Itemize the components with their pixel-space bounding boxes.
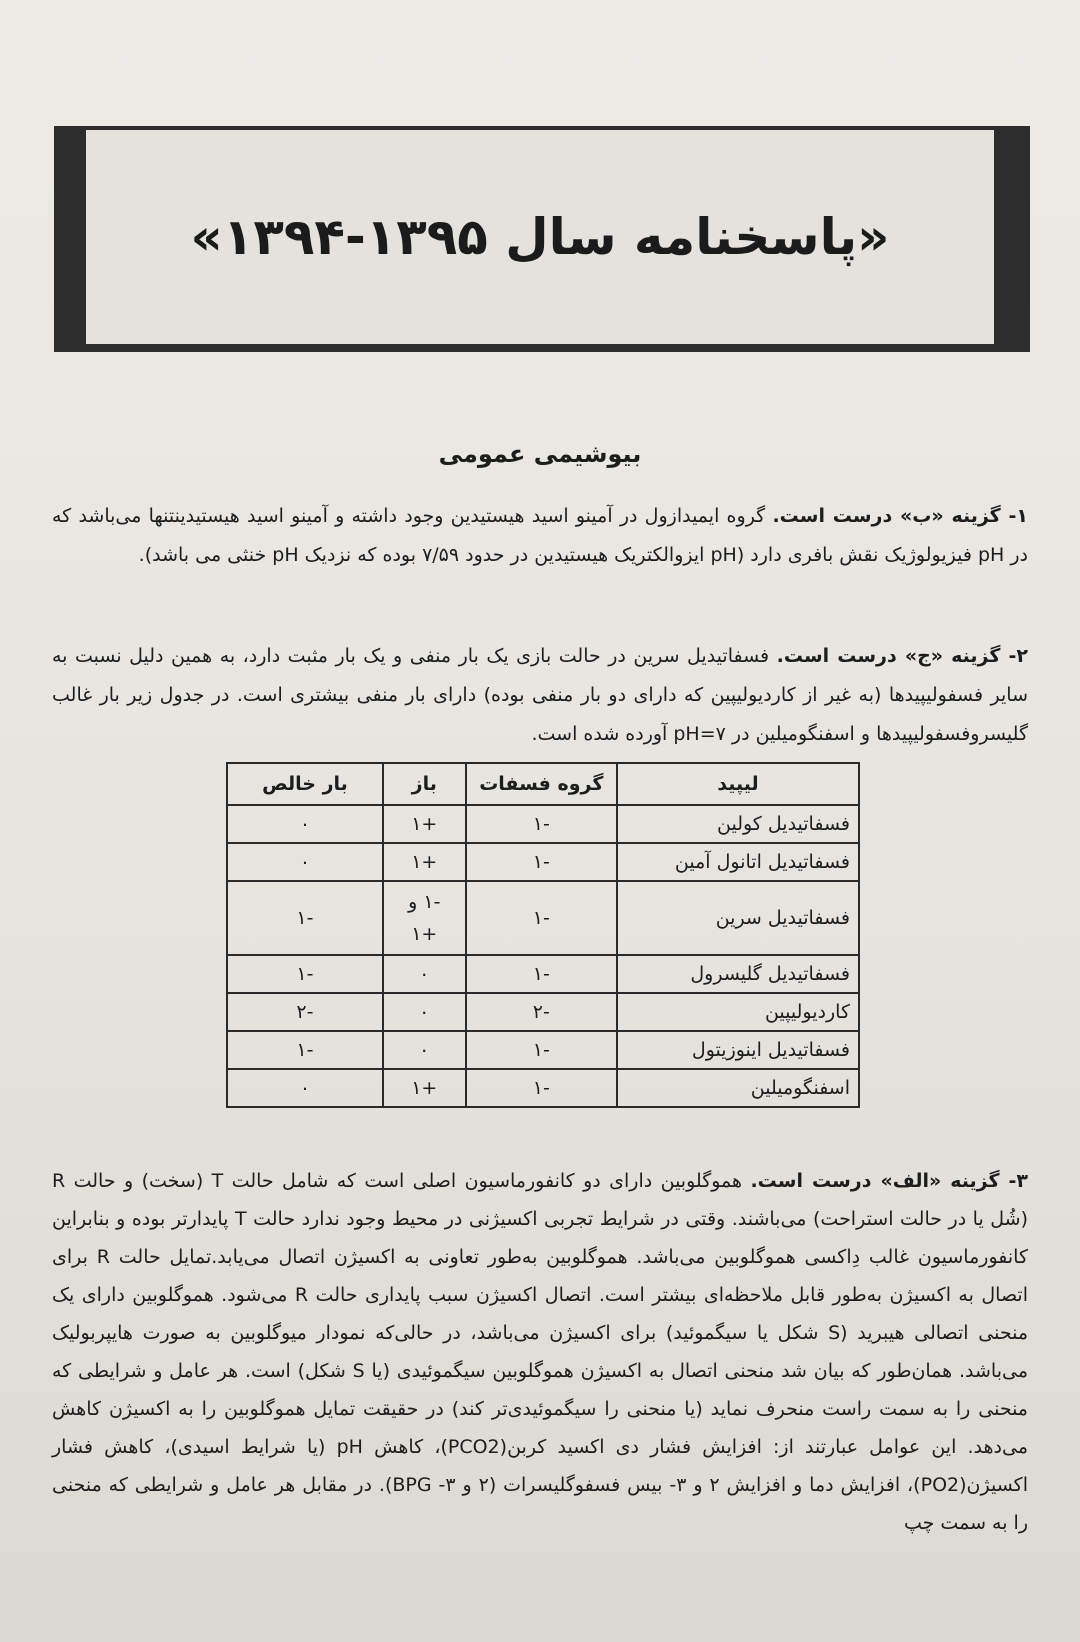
- cell-lipid: کاردیولیپین: [617, 993, 859, 1031]
- cell-phosphate: -۱: [466, 1031, 617, 1069]
- answer-lead-2: ۲- گزینه «ج» درست است.: [776, 645, 1029, 667]
- answer-paragraph-2: [52, 637, 1028, 754]
- cell-base: +۱: [383, 805, 466, 843]
- cell-net: -۲: [227, 993, 383, 1031]
- page-title: «پاسخنامه سال ۱۳۹۵-۱۳۹۴»: [190, 208, 890, 266]
- cell-phosphate: -۱: [466, 805, 617, 843]
- cell-net: -۱: [227, 1031, 383, 1069]
- cell-base: +۱: [383, 843, 466, 881]
- cell-net: ۰: [227, 805, 383, 843]
- cell-net: -۱: [227, 955, 383, 993]
- cell-lipid: فسفاتیدیل کولین: [617, 805, 859, 843]
- cell-net: -۱: [227, 881, 383, 955]
- answer-lead-3: ۳- گزینه «الف» درست است.: [750, 1170, 1029, 1192]
- lipid-charge-table: [226, 762, 860, 1108]
- cell-phosphate: -۱: [466, 1069, 617, 1107]
- cell-phosphate: -۱: [466, 881, 617, 955]
- cell-phosphate: -۲: [466, 993, 617, 1031]
- cell-lipid: فسفاتیدیل سرین: [617, 881, 859, 955]
- table-row: [227, 1031, 859, 1069]
- section-heading: بیوشیمی عمومی: [438, 440, 642, 468]
- cell-phosphate: -۱: [466, 955, 617, 993]
- header-phosphate: گروه فسفات: [466, 763, 617, 805]
- cell-lipid: فسفاتیدیل اینوزیتول: [617, 1031, 859, 1069]
- header-lipid: لیپید: [617, 763, 859, 805]
- table-row: [227, 881, 859, 955]
- title-banner-inner: [86, 130, 994, 344]
- cell-lipid: اسفنگومیلین: [617, 1069, 859, 1107]
- answer-body-1: گروه ایمیدازول در آمینو اسید هیستیدین وجود داشته و آمینو اسید هیستیدینتنها می‌باشد که در pH فیزیولوژیک نقش بافری دارد (pH ایزوالکتریک هیستیدین در حدود ۷/۵۹ بوده که نزدیک pH خنثی می باشد).: [52, 505, 1028, 566]
- table-row: [227, 843, 859, 881]
- answer-body-3: هموگلوبین دارای دو کانفورماسیون اصلی است که شامل حالت T (سخت) و حالت R (شُل یا در حالت استراحت) می‌باشند. وقتی در شرایط تجربی اکسیژنی در محیط وجود ندارد حالت T پایدارتر بوده و بنابراین کانفورماسیون غالب دِاکسی هموگلوبین می‌باشد. هموگلوبین به‌طور تعاونی به اکسیژن اتصال می‌یابد.تمایل حالت R برای اتصال به اکسیژن به‌طور قابل ملاحظه‌ای بیشتر است. اتصال اکسیژن سبب پایداری حالت R می‌شود. هموگلوبین دارای یک منحنی اتصالی هیبرید (S شکل یا سیگموئید) برای اکسیژن می‌باشد، در حالی‌که نمودار میوگلوبین به صورت هایپربولیک می‌باشد. همان‌طور که بیان شد منحنی اتصال به اکسیژن هموگلوبین سیگموئیدی (یا S شکل) است. هر عامل و شرایطی که منحنی را به سمت راست منحرف نماید (یا منحنی را سیگموئیدی‌تر کند) در حقیقت تمایل هموگلوبین را به اکسیژن کاهش می‌دهد. این عوامل عبارتند از: افزایش فشار دی اکسید کربن(PCO2)، کاهش pH (یا شرایط اسیدی)، کاهش فشار اکسیژن(PO2)، افزایش دما و افزایش ۲ و ۳- بیس فسفوگلیسرات (۲ و ۳- BPG). در مقابل هر عامل و شرایطی که منحنی را به سمت چپ: [52, 1170, 1028, 1534]
- answer-paragraph-1: [52, 497, 1028, 575]
- cell-net: ۰: [227, 1069, 383, 1107]
- cell-phosphate: -۱: [466, 843, 617, 881]
- table-header-row: [227, 763, 859, 805]
- table-row: [227, 1069, 859, 1107]
- cell-base: ۰: [383, 1031, 466, 1069]
- cell-net: ۰: [227, 843, 383, 881]
- cell-base-line-1: -۱ و: [408, 891, 441, 913]
- cell-lipid: فسفاتیدیل اتانول آمین: [617, 843, 859, 881]
- cell-base: ۰: [383, 955, 466, 993]
- answer-body-2: فسفاتیدیل سرین در حالت بازی یک بار منفی و یک بار مثبت دارد، به همین دلیل نسبت به سایر فسفولیپیدها (به غیر از کاردیولیپین که دارای دو بار منفی بوده) دارای بار منفی بیشتری است. در جدول زیر بار غالب گلیسروفسفولیپیدها و اسفنگومیلین در pH=۷ آورده شده است.: [52, 645, 1028, 745]
- title-banner: [54, 126, 1030, 352]
- answer-paragraph-3: [52, 1162, 1028, 1542]
- cell-lipid: فسفاتیدیل گلیسرول: [617, 955, 859, 993]
- header-base: باز: [383, 763, 466, 805]
- table-row: [227, 955, 859, 993]
- cell-base: +۱: [383, 1069, 466, 1107]
- table-row: [227, 805, 859, 843]
- cell-base: [383, 881, 466, 955]
- table-row: [227, 993, 859, 1031]
- cell-base: ۰: [383, 993, 466, 1031]
- header-net-charge: بار خالص: [227, 763, 383, 805]
- answer-lead-1: ۱- گزینه «ب» درست است.: [772, 505, 1029, 527]
- cell-base-line-2: +۱: [411, 923, 438, 945]
